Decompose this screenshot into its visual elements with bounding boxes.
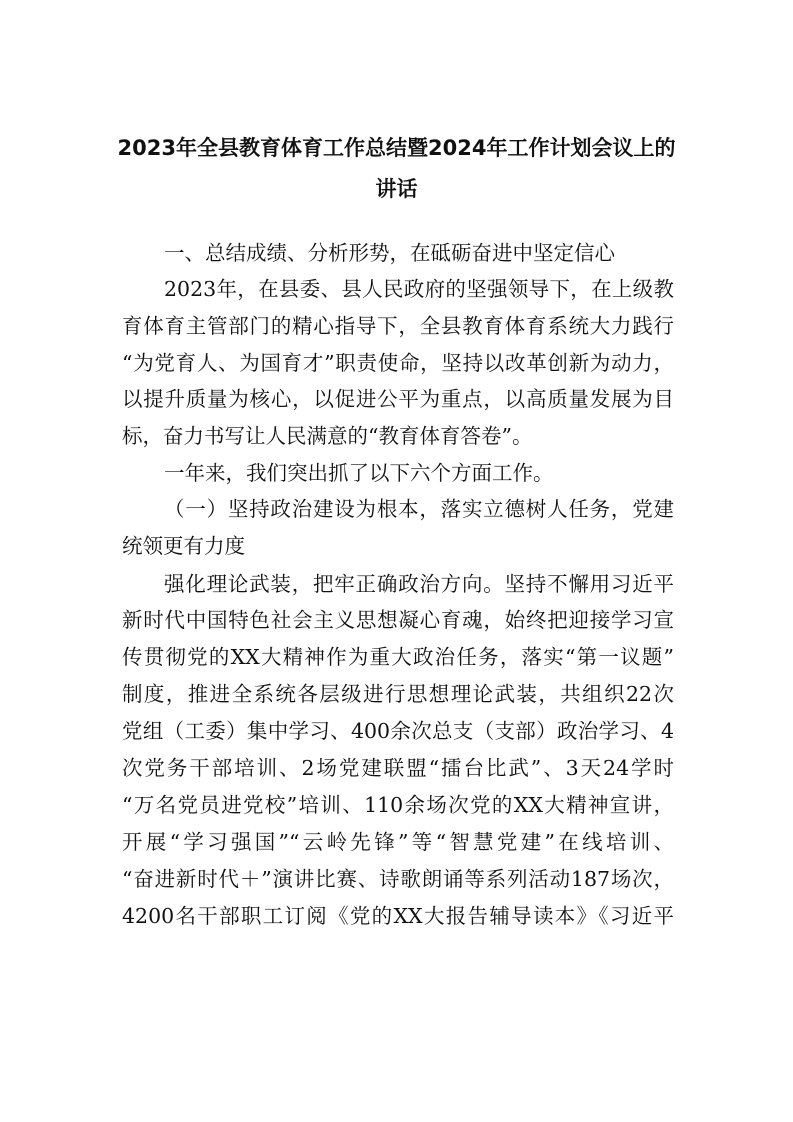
paragraph-line: 党组（工委）集中学习、400余次总支（支部）政治学习、4 xyxy=(122,719,674,743)
paragraph-line: 4200名干部职工订阅《党的XX大报告辅导读本》《习近平 xyxy=(122,904,674,928)
paragraph-line: 以提升质量为核心，以促进公平为重点，以高质量发展为目 xyxy=(122,387,674,411)
subsection-heading: 统领更有力度 xyxy=(122,534,245,558)
paragraph-line: 2023年，在县委、县人民政府的坚强领导下，在上级教 xyxy=(164,277,674,301)
paragraph-line: 一年来，我们突出抓了以下六个方面工作。 xyxy=(164,461,554,485)
document-title-line-1: 2023年全县教育体育工作总结暨2024年工作计划会议上的 xyxy=(117,136,676,160)
paragraph-line: 开展“学习强国”“云岭先锋”等“智慧党建”在线培训、 xyxy=(122,830,674,854)
section-heading: 一、总结成绩、分析形势，在砥砺奋进中坚定信心 xyxy=(164,241,615,265)
paragraph-line: 育体育主管部门的精心指导下，全县教育体育系统大力践行 xyxy=(122,314,674,338)
paragraph-line: 标，奋力书写让人民满意的“教育体育答卷”。 xyxy=(122,424,533,448)
paragraph-line: 制度，推进全系统各层级进行思想理论武装，共组织22次 xyxy=(122,682,674,706)
paragraph-line: “为党育人、为国育才”职责使命，坚持以改革创新为动力， xyxy=(122,351,674,375)
paragraph-line: “奋进新时代＋”演讲比赛、诗歌朗诵等系列活动187场次， xyxy=(122,867,674,891)
paragraph-line: 新时代中国特色社会主义思想凝心育魂，始终把迎接学习宣 xyxy=(122,608,674,632)
paragraph-line: 次党务干部培训、2场党建联盟“擂台比武”、3天24学时 xyxy=(122,756,674,780)
paragraph-line: 强化理论武装，把牢正确政治方向。坚持不懈用习近平 xyxy=(164,572,674,596)
paragraph-line: “万名党员进党校”培训、110余场次党的XX大精神宣讲， xyxy=(122,793,674,817)
subsection-heading: （一）坚持政治建设为根本，落实立德树人任务，党建 xyxy=(164,497,674,521)
document-title-line-2: 讲话 xyxy=(375,177,418,201)
paragraph-line: 传贯彻党的XX大精神作为重大政治任务，落实“第一议题” xyxy=(122,645,674,669)
